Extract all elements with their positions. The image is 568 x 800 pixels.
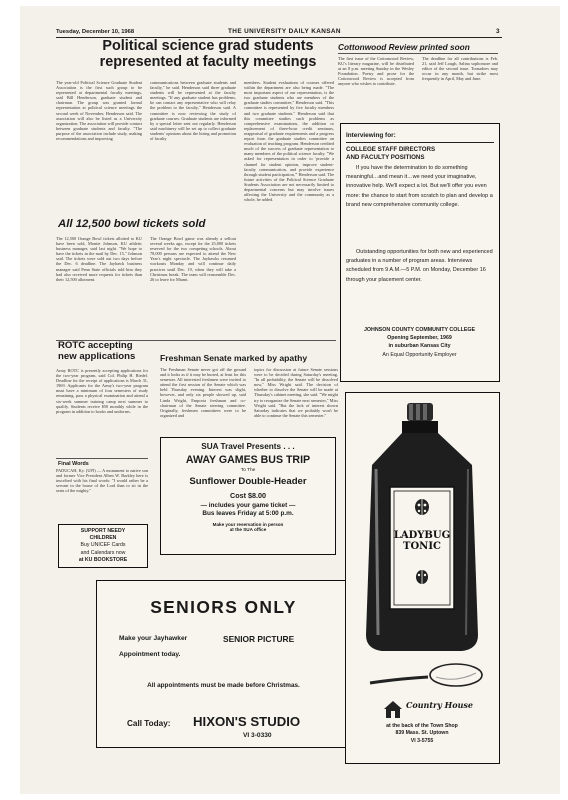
sua-line-2: AWAY GAMES BUS TRIP bbox=[185, 454, 311, 466]
job-paragraph-1: If you have the determination to do something meaningful…and mean it…we need your imaginative, innovative help. We'll expect a lot. But we'll offer you even more: the chance to start from scratch to plan and develop a brand new comprehensive community college. bbox=[346, 165, 493, 208]
spoon-illustration bbox=[366, 661, 486, 695]
final-words-body: PADUCAH, Ky. (UPI) — A monument to native son and former Vice President Alben W. Barkley here is inscribed with his final words: "I would rather be a servant in the house of the Lord than to sit in the seats of the mighty." bbox=[56, 468, 148, 494]
shop-location bbox=[346, 723, 498, 745]
sua-line-8: Make your reservation in person bbox=[212, 522, 284, 527]
unicef-ad bbox=[58, 524, 148, 568]
left-margin bbox=[0, 0, 20, 800]
shop-phone: VI 3-5755 bbox=[410, 737, 434, 744]
rotc-headline-line-1: ROTC accepting bbox=[58, 340, 133, 351]
lead-col-2: communications between graduate students and faculty," he said. Henderson said three graduate students will be represented at the faculty meetings. "If any graduate student has problems, he can contact any representative who will relay the problem to the faculty," Henderson said. A committee is now reviewing the study of graduate courses. Graduate students are informed by a special letter sent out regularly. Henderson said machinery will be set up to collect graduate students' opinions about the hiring and promotion of faculty bbox=[150, 80, 236, 142]
job-subheading-2: AND FACULTY POSITIONS bbox=[346, 153, 425, 161]
unicef-line-4: and Calendars now bbox=[80, 549, 126, 556]
page-number: 3 bbox=[496, 28, 500, 35]
cottonwood-headline: Cottonwood Review printed soon bbox=[338, 42, 470, 52]
bowl-col-2: The Orange Bowl game was already a sellout several weeks ago, except for the 25,000 tickets reserved for the two competing schools. About 78,000 persons are expected to attend the New Year's night spectacle. The Jayhawks resumed workouts Monday and will continue daily practices until Dec. 19, when they will take a Christmas break. The team will reassemble Dec. 26 to leave for Miami. bbox=[150, 236, 236, 282]
college-name: JOHNSON COUNTY COMMUNITY COLLEGE bbox=[363, 327, 476, 333]
seniors-line-1a: Make your Jayhawker bbox=[119, 635, 188, 642]
studio-phone: VI 3-0330 bbox=[243, 732, 272, 739]
tonic-label-2: TONIC bbox=[403, 541, 441, 552]
lead-headline bbox=[60, 39, 356, 70]
sua-line-3: To The bbox=[240, 468, 256, 473]
studio-name: HIXON'S STUDIO bbox=[193, 714, 301, 729]
sua-line-1: SUA Travel Presents . . . bbox=[201, 442, 295, 451]
senate-col-1: The Freshman Senate never got off the ground and it looks as if it may be buried, at least for this semester. All interested freshmen were invited to attend the first session of the Senate which was held Thursday evening. Interest was slight, however, and only six people showed up, said Linda Wright, Emporia freshman and co-chairman of the Senate steering committee. Originally, freshmen committees were to be organized and bbox=[160, 367, 246, 418]
cottonwood-rule bbox=[338, 53, 498, 54]
lead-col-3: members. Student evaluations of courses offered within the department are also being made. "The most important aspect of our representation, is the two graduate students who are members of the graduate studies committee," Henderson said. "This committee is represented by five faculty members and two graduate students." Henderson said that this committee studies such problems as comprehensive examinations, the addition or replacement of three-hour credit seminars, reappraisal of graduate requirements and a progress report from the graduate studies committee on evaluation of teaching program. Henderson credited much of the success of graduate representation to many members of the political science faculty. "We asked for representation in order to 'provide a channel for student opinion, improve student-faculty communication, and provide experience through student participation,'" Henderson said. The future activities of the Political Science Graduate Students Association are not necessarily limited to departmental concerns but may involve issues affecting the University and the community as a whole, he added. bbox=[244, 80, 334, 203]
job-subheading-1: COLLEGE STAFF DIRECTORS bbox=[346, 146, 436, 153]
issue-date: Tuesday, December 10, 1968 bbox=[56, 29, 135, 35]
lead-headline-line-2: represented at faculty meetings bbox=[99, 53, 317, 70]
seniors-line-3: All appointments must be made before Christmas. bbox=[147, 682, 300, 689]
job-subheading bbox=[346, 146, 435, 161]
sua-line-6: — includes your game ticket — bbox=[200, 502, 296, 509]
sua-line-4: Sunflower Double-Header bbox=[189, 476, 307, 487]
house-icon bbox=[382, 699, 404, 719]
tonic-label-1: LADYBUG bbox=[393, 530, 451, 541]
unicef-line-2: CHILDREN bbox=[89, 535, 117, 542]
shop-name: Country House bbox=[406, 700, 473, 710]
senate-headline: Freshman Senate marked by apathy bbox=[160, 353, 308, 363]
seniors-title: SENIORS ONLY bbox=[150, 597, 297, 617]
college-location: in suburban Kansas City bbox=[388, 343, 451, 350]
rotc-headline bbox=[58, 340, 152, 362]
sua-line-5: Cost $8.00 bbox=[230, 491, 266, 500]
bowl-col-1: The 12,500 Orange Bowl tickets allotted to KU have been sold, Montie Johnson, KU athletic business manager, said last night. "We hope to have the tickets in the mail by Dec. 15," Johnson said. The tickets were sold out two days before the Dec. 6 deadline. The Jayhawk business manager said Penn State officials told him they had also received more requests for tickets than their 12,500 allotment. bbox=[56, 236, 142, 282]
shop-location-2: 839 Mass. St. Uptown bbox=[395, 730, 449, 737]
rotc-headline-line-2: new applications bbox=[58, 351, 136, 363]
senate-col-2: topics for discussion at future Senate sessions were to be decided during Saturday's meeting. "In all probability, the Senate will be dissolved now," Miss Wright said. The decision of whether to dissolve the Senate will be made at Thursday's cabinet meeting, she said. "We might try to reorganize the Senate next semester," Miss Wright said. "But the lack of interest shown Saturday indicates that we probably won't be able to continue the Senate this semester." bbox=[254, 367, 338, 418]
lead-col-1: The year-old Political Science Graduate Student Association is the first such group to be represented at departmental faculty meetings, said Bill Henderson, graduate student and chairman. The group was granted formal representation at political science meetings the second week of November, Henderson said. The association will also be listed as a University organization. The association will provide contact between graduate students and faculty. "The purpose of the association include study, making recommendations and improving bbox=[56, 80, 142, 142]
unicef-line-3: Buy UNICEF Cards bbox=[80, 542, 126, 549]
seniors-line-2: Appointment today. bbox=[119, 651, 181, 658]
college-opening: Opening September, 1969 bbox=[387, 335, 452, 342]
cottonwood-col-1: The first issue of the Cottonwood Review, KU's literary magazine, will be distributed at an 8 p.m. meeting Sunday in the Wesley Foundation. Poetry and prose for the Cottonwood Review is accepted from anyone who wishes to contribute. bbox=[338, 56, 414, 87]
newspaper-page bbox=[20, 6, 560, 794]
job-paragraph-2: Outstanding opportunities for both new and experienced graduates in a number of program areas. Interviews scheduled from 9 A.M.—5 P.M. on Monday, December 16 through your placement center. bbox=[346, 249, 493, 283]
cottonwood-col-2: The deadline for all contributions is Feb. 21, said Jeff Lough, Salina sophomore and editor of the second issue. Tornadoes may occur in any month, but strike most frequently in April, May and June. bbox=[422, 56, 498, 82]
sua-bus-trip-ad bbox=[160, 437, 336, 555]
tonic-label bbox=[390, 530, 454, 552]
equal-opportunity: An Equal Opportunity Employer bbox=[382, 351, 457, 358]
seniors-call: Call Today: bbox=[127, 719, 171, 728]
job-heading: Interviewing for: bbox=[346, 132, 396, 139]
right-margin bbox=[560, 0, 568, 800]
paper-name: THE UNIVERSITY DAILY KANSAN bbox=[228, 28, 341, 35]
college-job-ad bbox=[340, 123, 500, 382]
shop-location-1: at the back of the Town Shop bbox=[386, 723, 458, 729]
job-heading-rule bbox=[346, 142, 494, 143]
rotc-rule bbox=[56, 458, 148, 459]
rotc-body: Army ROTC is presently accepting applications for the two-year program, said Col. Philip H. Riedel. Deadline for the receipt of applications is March 31, 1969. Applicants for the Army's two-year program must have a minimum of four semesters of study remaining, pass a physical examination and attend a six-week summer training camp next summer to qualify. Students receive $50 monthly while in the program in addition to books and uniforms. bbox=[56, 368, 148, 414]
sua-line-7: Bus leaves Friday at 5:00 p.m. bbox=[202, 510, 294, 517]
unicef-line-5: at KU BOOKSTORE bbox=[78, 556, 128, 563]
unicef-line-1: SUPPORT NEEDY bbox=[80, 528, 126, 534]
lead-headline-line-1: Political science grad students bbox=[102, 38, 314, 54]
seniors-line-1b: SENIOR PICTURE bbox=[223, 634, 295, 644]
bowl-headline: All 12,500 bowl tickets sold bbox=[58, 218, 206, 230]
ladybug-tonic-ad bbox=[345, 392, 500, 764]
seniors-only-ad bbox=[96, 580, 352, 748]
tonic-bottle-illustration bbox=[352, 399, 492, 655]
final-words-title: Final Words bbox=[58, 461, 89, 467]
sua-line-9: at the SUA office bbox=[229, 527, 267, 532]
job-footer bbox=[341, 326, 498, 359]
